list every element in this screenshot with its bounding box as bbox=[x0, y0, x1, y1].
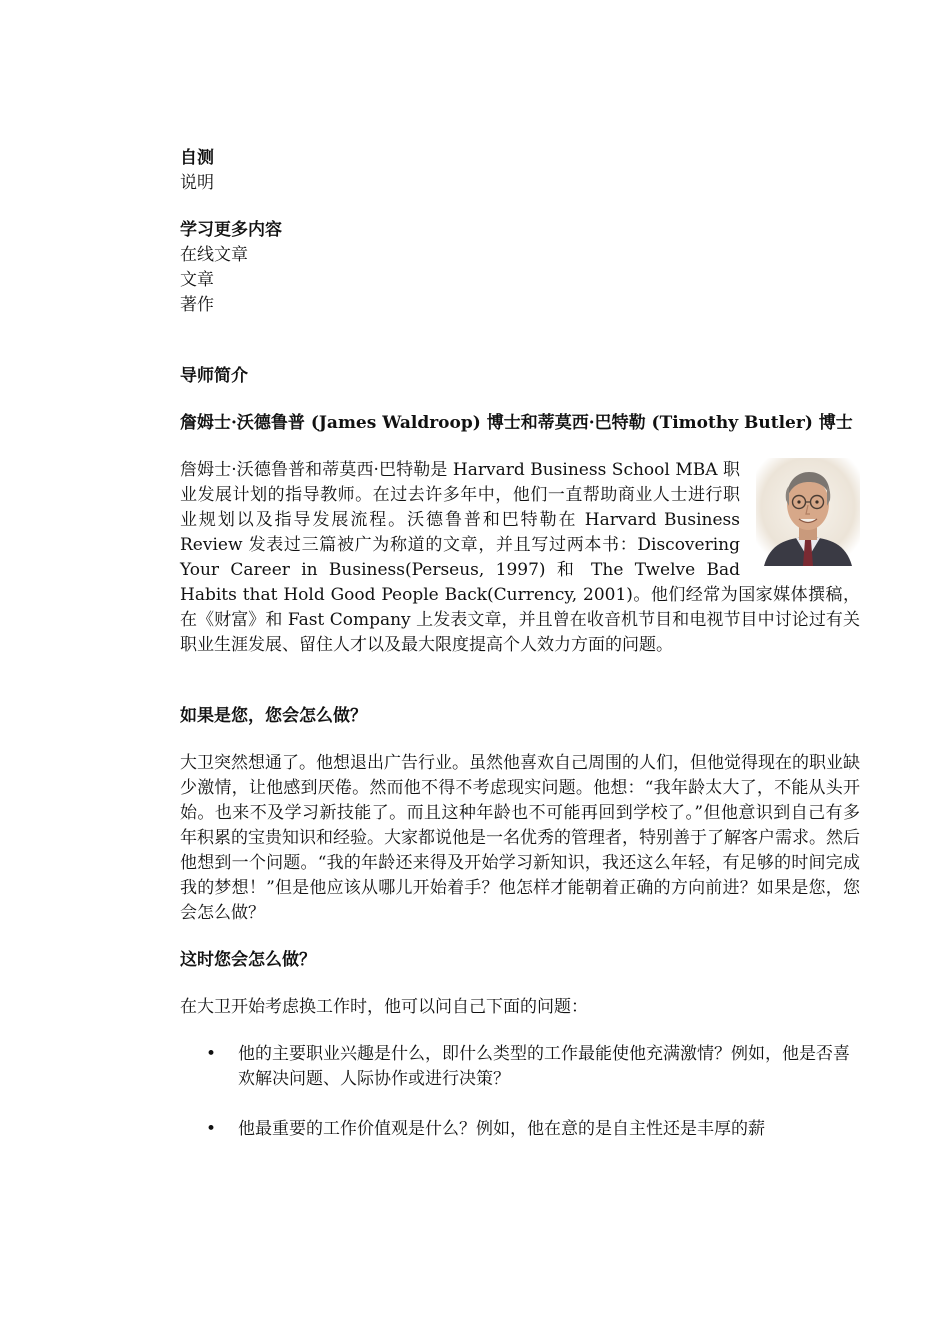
document-page bbox=[180, 146, 860, 1167]
scenario-body: 大卫突然想通了。他想退出广告行业。虽然他喜欢自己周围的人们，但他觉得现在的职业缺少激情，让他感到厌倦。然而他不得不考虑现实问题。他想：“我年龄太大了，不能从头开始。也来不及学习新技能了。而且这种年龄也不可能再回到学校了。”但他意识到自己有多年积累的宝贵知识和经验。大家都说他是一名优秀的管理者，特别善于了解客户需求。然后他想到一个问题。“我的年龄还来得及开始学习新知识，我还这么年轻，有足够的时间完成我的梦想！”但是他应该从哪儿开始着手？他怎样才能朝着正确的方向前进？如果是您，您会怎么做？ bbox=[180, 753, 860, 923]
mentor-bio-block bbox=[180, 458, 860, 658]
self-test-heading: 自测 bbox=[180, 148, 214, 168]
mentor-names-title: 詹姆士·沃德鲁普 (James Waldroop) 博士和蒂莫西·巴特勒 (Timothy Butler) 博士 bbox=[180, 413, 853, 433]
question-text: 他的主要职业兴趣是什么，即什么类型的工作最能使他充满激情？例如，他是否喜欢解决问题、人际协作或进行决策？ bbox=[238, 1044, 850, 1089]
learn-more-item-online-articles[interactable]: 在线文章 bbox=[180, 245, 248, 265]
learn-more-item-books[interactable]: 著作 bbox=[180, 295, 214, 315]
learn-more-heading: 学习更多内容 bbox=[180, 220, 282, 240]
mentor-portrait-photo bbox=[756, 458, 860, 566]
mentor-bio-text: 詹姆士·沃德鲁普和蒂莫西·巴特勒是 Harvard Business School MBA 职业发展计划的指导教师。在过去许多年中，他们一直帮助商业人士进行职业规划以及指导发展流程。沃德鲁普和巴特勒在 Harvard Business Review 发表过三篇被广为称道的文章，并且写过两本书：Discovering Your Career in Business(Perseus, 1997) 和 The Twelve Bad Habits that Hold Good People Back(Currency, 2001)。他们经常为国家媒体撰稿，在《财富》和 Fast Company 上发表文章，并且曾在收音机节目和电视节目中讨论过有关职业生涯发展、留住人才以及最大限度提高个人效力方面的问题。 bbox=[180, 460, 860, 655]
what-now-intro: 在大卫开始考虑换工作时，他可以问自己下面的问题： bbox=[180, 997, 588, 1017]
list-item bbox=[180, 1042, 860, 1092]
self-test-item[interactable]: 说明 bbox=[180, 173, 214, 193]
learn-more-item-articles[interactable]: 文章 bbox=[180, 270, 214, 290]
what-now-heading: 这时您会怎么做？ bbox=[180, 950, 316, 970]
bullet-icon: • bbox=[206, 1119, 217, 1139]
question-list bbox=[180, 1042, 860, 1142]
portrait-illustration bbox=[756, 458, 860, 566]
mentor-heading: 导师简介 bbox=[180, 366, 248, 386]
list-item bbox=[180, 1117, 860, 1142]
bullet-icon: • bbox=[206, 1044, 217, 1064]
question-text: 他最重要的工作价值观是什么？例如，他在意的是自主性还是丰厚的薪 bbox=[238, 1119, 765, 1139]
scenario-heading: 如果是您，您会怎么做？ bbox=[180, 706, 367, 726]
